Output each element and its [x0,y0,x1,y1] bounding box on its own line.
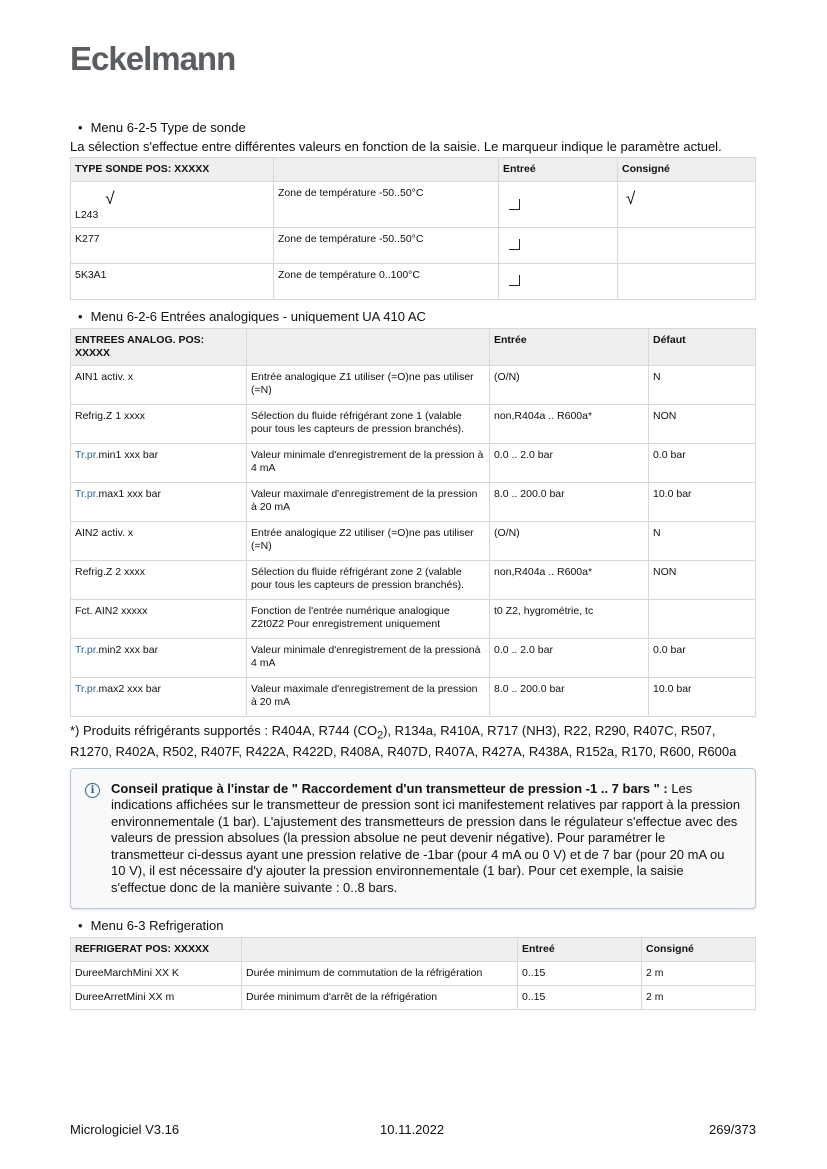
table-row [71,366,756,405]
footnote-subscript: 2 [377,729,384,742]
parameter-input: non,R404a .. R600a* [490,561,649,600]
parameter-input: (O/N) [490,522,649,561]
table-row [71,483,756,522]
parameter-description: Valeur minimale d'enregistrement de la pression à 4 mA [247,444,490,483]
parameter-description: Valeur minimale d'enregistrement de la pressionà 4 mA [247,639,490,678]
column-header: ENTREES ANALOG. POS: XXXXX [71,329,247,366]
section-heading-type-sonde: • Menu 6-2-5 Type de sonde [70,120,756,135]
sensor-name: L243 [75,209,99,221]
enter-key-icon [509,275,520,286]
parameter-input: 0.0 .. 2.0 bar [490,639,649,678]
parameter-default: 10.0 bar [649,483,756,522]
refrigerant-footnote [70,723,756,760]
parameter-input: 0..15 [518,986,642,1010]
parameter-default: 0.0 bar [649,444,756,483]
table-row [71,639,756,678]
consigne-cell [618,264,756,300]
parameter-name: DureeMarchMini XX K [71,962,242,986]
table-row [71,264,756,300]
column-header [242,938,518,962]
parameter-name: max1 xxx bar [98,488,161,500]
entrees-analogiques-rows [71,366,756,717]
parameter-input: 0.0 .. 2.0 bar [490,444,649,483]
column-header: Entreé [499,158,618,182]
table-row [71,986,756,1010]
footer-firmware-version: Micrologiciel V3.16 [70,1122,180,1137]
info-icon: i [85,783,100,798]
sensor-name: 5K3A1 [71,264,274,300]
table-row [71,444,756,483]
table-row [71,405,756,444]
pressure-transmitter-link[interactable]: Tr.pr. [75,488,99,500]
company-logo: Eckelmann [70,40,236,77]
parameter-name-cell [71,561,247,600]
type-sonde-table [70,157,756,300]
parameter-name: DureeArretMini XX m [71,986,242,1010]
table-row [71,600,756,639]
parameter-name-cell [71,483,247,522]
parameter-name: Refrig.Z 2 xxxx [75,566,146,578]
parameter-input: 8.0 .. 200.0 bar [490,483,649,522]
sensor-name: K277 [71,228,274,264]
footnote-text: *) Produits réfrigérants supportés : R404A, R744 (CO [70,723,378,738]
table-row [71,561,756,600]
table-row [71,962,756,986]
enter-cell [499,264,618,300]
refrigeration-table [70,937,756,1010]
parameter-name: max2 xxx bar [98,683,161,695]
section-description: La sélection s'effectue entre différentes valeurs en fonction de la saisie. Le marqueur indique le paramètre actuel. [70,139,722,154]
parameter-name: Refrig.Z 1 xxxx [75,410,146,422]
column-header: Défaut [649,329,756,366]
sensor-range: Zone de température -50..50°C [274,182,499,228]
parameter-description: Durée minimum d'arrêt de la réfrigération [242,986,518,1010]
parameter-default: NON [649,405,756,444]
sensor-range: Zone de température 0..100°C [274,264,499,300]
column-header: TYPE SONDE POS: XXXXX [71,158,274,182]
pressure-transmitter-link[interactable]: Tr.pr. [75,644,99,656]
pressure-transmitter-link[interactable]: Tr.pr. [75,449,99,461]
parameter-description: Entrée analogique Z1 utiliser (=O)ne pas utiliser (=N) [247,366,490,405]
sensor-name-cell [71,182,274,228]
sensor-range: Zone de température -50..50°C [274,228,499,264]
table-row [71,678,756,717]
parameter-description: Valeur maximale d'enregistrement de la pression à 20 mA [247,678,490,717]
column-header: Entrée [490,329,649,366]
consigne-cell [618,182,756,228]
footer-date: 10.11.2022 [380,1122,445,1137]
parameter-name-cell [71,522,247,561]
parameter-name: AIN1 activ. x [75,371,134,383]
column-header [274,158,499,182]
column-header: Consigné [618,158,756,182]
pressure-transmitter-link[interactable]: Tr.pr. [75,683,99,695]
enter-cell [499,182,618,228]
section-heading-refrigeration: • Menu 6-3 Refrigeration [70,918,756,933]
enter-key-icon [509,199,520,210]
parameter-input: (O/N) [490,366,649,405]
parameter-description: Valeur maximale d'enregistrement de la pression à 20 mA [247,483,490,522]
table-row [71,182,756,228]
parameter-description: Durée minimum de commutation de la réfrigération [242,962,518,986]
parameter-default: N [649,366,756,405]
column-header: Consigné [642,938,756,962]
section-heading-entrees-analogiques: • Menu 6-2-6 Entrées analogiques - uniquement UA 410 AC [70,309,756,324]
parameter-name-cell [71,366,247,405]
page-content [70,120,756,1010]
column-header: Entreé [518,938,642,962]
note-title: Conseil pratique à l'instar de " Raccordement d'un transmetteur de pression -1 .. 7 bars " : [111,780,668,796]
table-row [71,522,756,561]
column-header [247,329,490,366]
parameter-name: AIN2 activ. x [75,527,134,539]
parameter-default: 10.0 bar [649,678,756,717]
consigne-cell [618,228,756,264]
entrees-analogiques-table [70,328,756,717]
parameter-name-cell [71,678,247,717]
parameter-name-cell [71,639,247,678]
parameter-name: Fct. AIN2 xxxxx [75,605,148,617]
note-body: Les indications affichées sur le transmetteur de pression sont ici manifestement relatives par rapport à la pression environnementale (1 bar). L'ajustement des transmetteurs de pression dans le régulateur s'effectue avec des valeurs de pression absolues (la pression absolue ne peut devenir négative). Pour paramétrer le transmetteur ci-dessus ayant une pression relative de -1bar (pour 4 mA ou 0 V) et de 7 bar (pour 20 mA ou 10 V), il est nécessaire d'y ajouter la pression environnementale (1 bar). Pour cet exemple, la saisie s'effectue donc de la manière suivante : 0..8 bars. [111,780,741,895]
parameter-value: 2 m [642,962,756,986]
parameter-description: Entrée analogique Z2 utiliser (=O)ne pas utiliser (=N) [247,522,490,561]
parameter-name-cell [71,600,247,639]
parameter-description: Sélection du fluide réfrigérant zone 2 (valable pour tous les capteurs de pression branchés). [247,561,490,600]
parameter-input: t0 Z2, hygrométrie, tc [490,600,649,639]
parameter-default [649,600,756,639]
enter-key-icon [509,239,520,250]
parameter-description: Fonction de l'entrée numérique analogique Z2t0Z2 Pour enregistrement uniquement [247,600,490,639]
parameter-default: 0.0 bar [649,639,756,678]
column-header: REFRIGERAT POS: XXXXX [71,938,242,962]
parameter-input: 0..15 [518,962,642,986]
parameter-value: 2 m [642,986,756,1010]
check-mark-icon: √ [626,189,636,208]
parameter-input: 8.0 .. 200.0 bar [490,678,649,717]
check-mark-icon: √ [105,189,115,208]
parameter-input: non,R404a .. R600a* [490,405,649,444]
parameter-name: min1 xxx bar [98,449,159,461]
enter-cell [499,228,618,264]
footer-page-number: 269/373 [709,1122,756,1137]
parameter-description: Sélection du fluide réfrigérant zone 1 (valable pour tous les capteurs de pression branchés). [247,405,490,444]
footnote-text: ), R134a, R410A, R717 (NH3), R22, R290, R407C, R507, R1270, R402A, R502, R407F, R422A, R422D, R408A, R407D, R407A, R427A, R438A, R152a, R170, R600, R600a [70,723,737,759]
parameter-default: N [649,522,756,561]
parameter-name-cell [71,444,247,483]
parameter-name: min2 xxx bar [98,644,159,656]
parameter-name-cell [71,405,247,444]
table-row [71,228,756,264]
practical-tip-note [70,768,756,910]
parameter-default: NON [649,561,756,600]
